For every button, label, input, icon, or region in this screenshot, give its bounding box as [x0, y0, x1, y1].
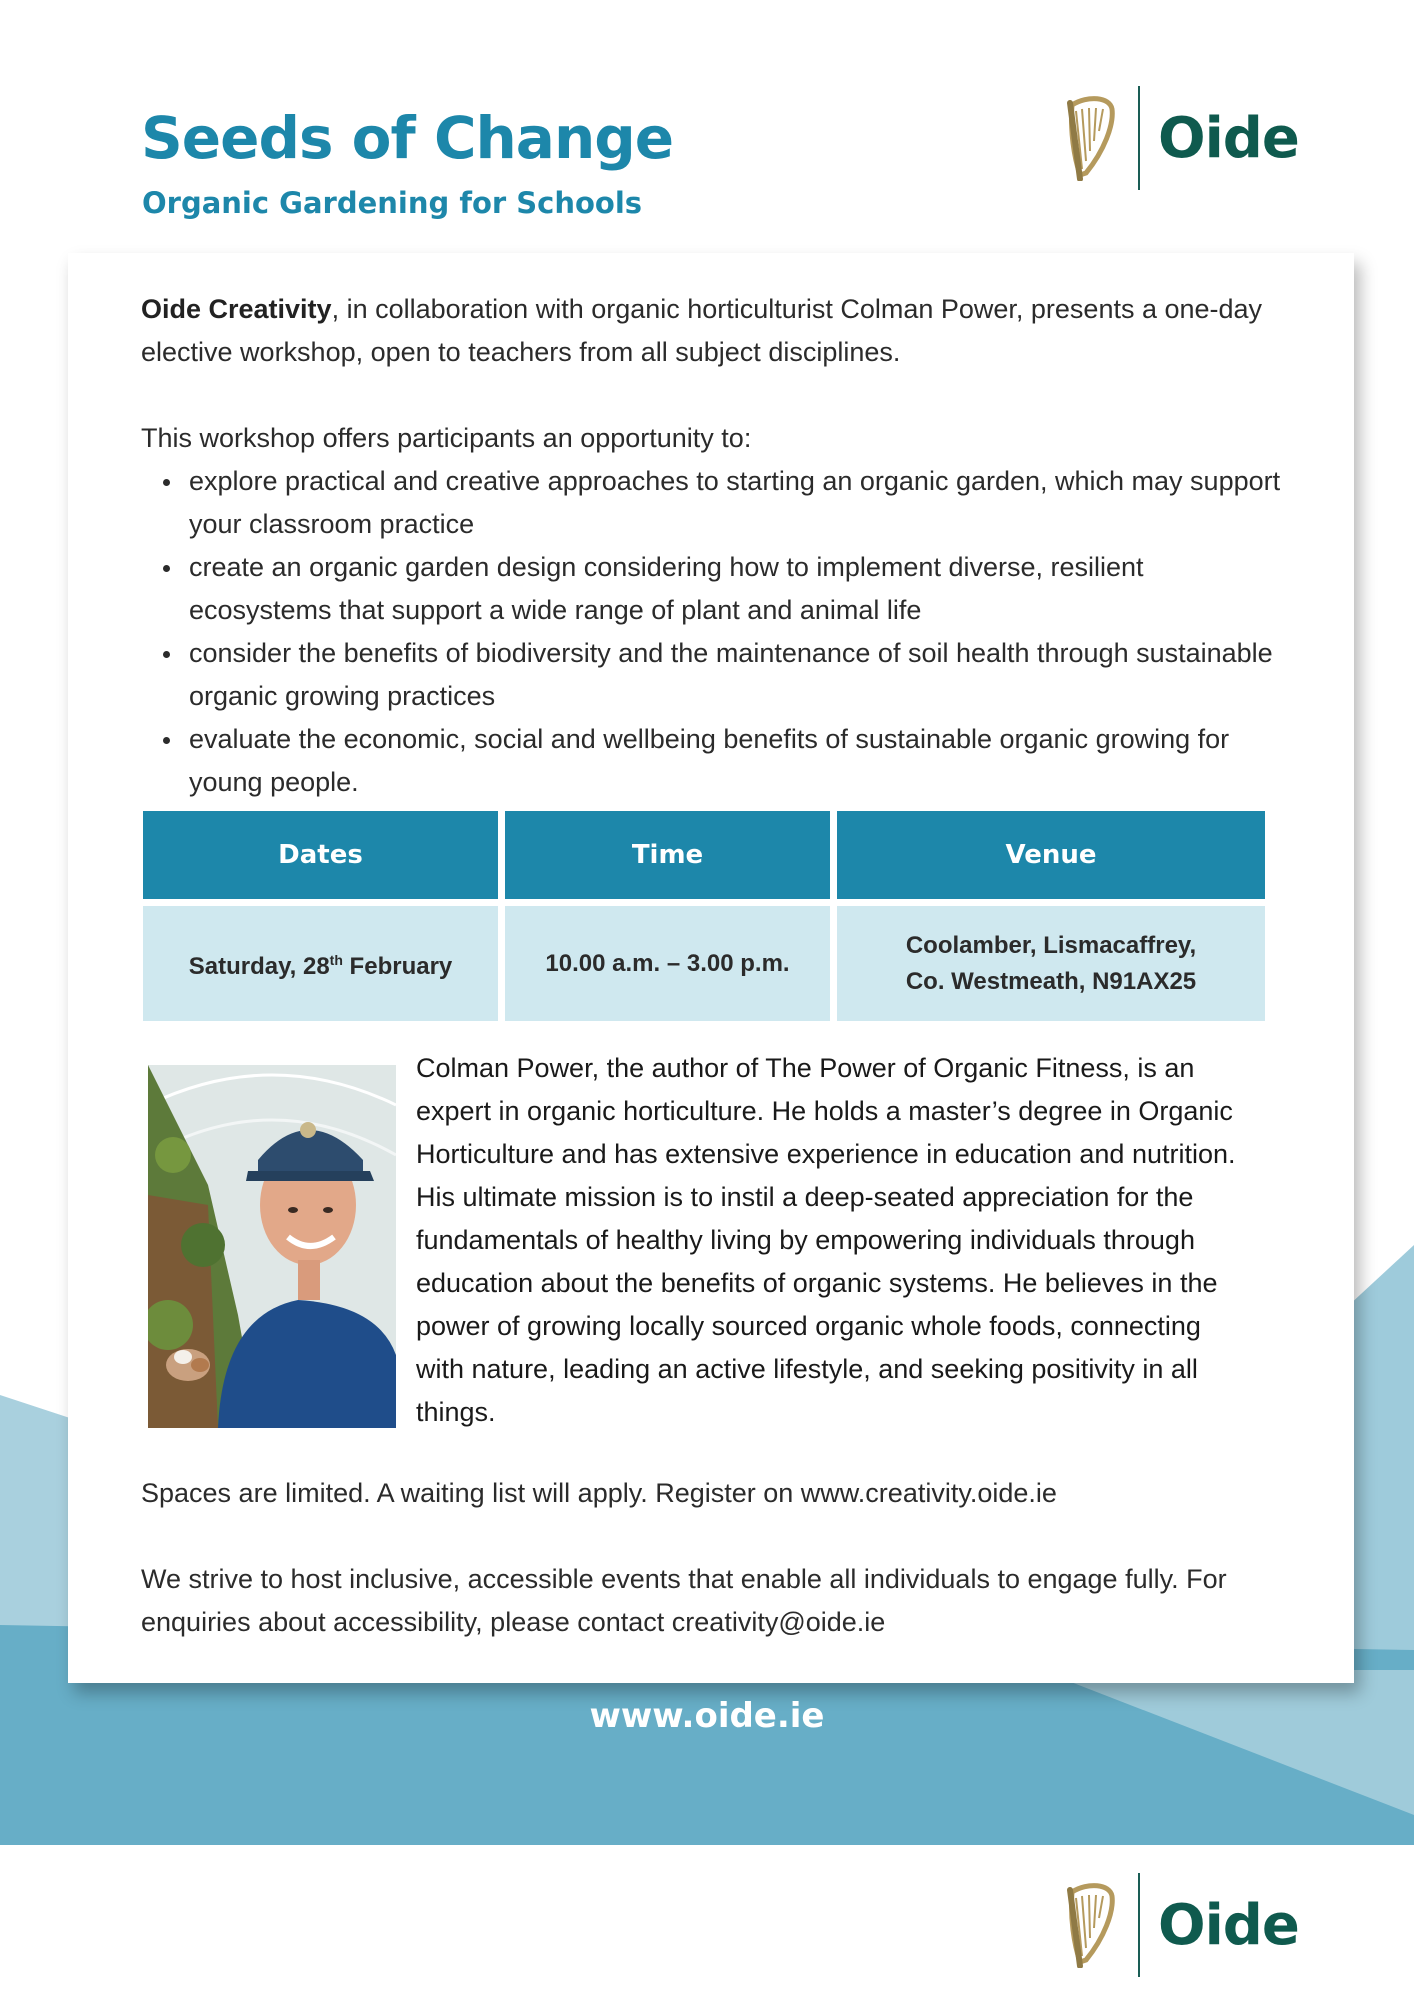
- logo-text: Oide: [1158, 1892, 1299, 1958]
- page-subtitle: Organic Gardening for Schools: [142, 186, 643, 220]
- page-title: Seeds of Change: [141, 104, 674, 172]
- intro-lead: Oide Creativity: [141, 294, 332, 324]
- benefits-list: [141, 460, 1281, 804]
- cell-time: 10.00 a.m. – 3.00 p.m.: [505, 906, 830, 1021]
- list-item: evaluate the economic, social and wellbeing benefits of sustainable organic growing for young people.: [141, 718, 1281, 804]
- list-item: explore practical and creative approaches to starting an organic garden, which may support your classroom practice: [141, 460, 1281, 546]
- logo-text: Oide: [1158, 105, 1299, 171]
- oide-logo: [1062, 86, 1299, 190]
- cell-date: Saturday, 28th February: [143, 906, 498, 1021]
- intro-paragraph: [141, 288, 1281, 374]
- logo-divider: [1138, 86, 1140, 190]
- header-time: Time: [505, 811, 830, 899]
- content-card: [68, 253, 1354, 1683]
- bullet-icon: [163, 737, 170, 744]
- presenter-photo: [148, 1065, 396, 1428]
- logo-divider: [1138, 1873, 1140, 1977]
- harp-icon: [1062, 95, 1118, 181]
- card-body: [141, 288, 1281, 804]
- presenter-photo-illustration: [148, 1065, 396, 1428]
- accessibility-note: We strive to host inclusive, accessible events that enable all individuals to engage fully. For enquiries about accessibility, please contact creativity@oide.ie: [141, 1564, 1227, 1637]
- header-venue: Venue: [837, 811, 1265, 899]
- header-dates: Dates: [143, 811, 498, 899]
- harp-icon: [1062, 1882, 1118, 1968]
- list-item: create an organic garden design considering how to implement diverse, resilient ecosystems that support a wide range of plant and animal life: [141, 546, 1281, 632]
- list-item: consider the benefits of biodiversity and the maintenance of soil health through sustainable organic growing practices: [141, 632, 1281, 718]
- bullet-icon: [163, 651, 170, 658]
- offers-heading: This workshop offers participants an opportunity to:: [141, 423, 752, 453]
- bullet-icon: [163, 565, 170, 572]
- website-link[interactable]: www.oide.ie: [589, 1696, 825, 1736]
- cell-venue: Coolamber, Lismacaffrey, Co. Westmeath, N91AX25: [837, 906, 1265, 1021]
- bullet-icon: [163, 479, 170, 486]
- intro-text: , in collaboration with organic horticulturist Colman Power, presents a one-day elective workshop, open to teachers from all subject disciplines.: [141, 294, 1263, 367]
- oide-logo-footer: [1062, 1873, 1299, 1977]
- event-details-table: [143, 811, 1265, 1021]
- register-note: Spaces are limited. A waiting list will apply. Register on www.creativity.oide.ie: [141, 1478, 1057, 1508]
- presenter-bio: Colman Power, the author of The Power of Organic Fitness, is an expert in organic horticulture. He holds a master’s degree in Organic Horticulture and has extensive experience in education and nutrition. His ultimate mission is to instil a deep-seated appreciation for the fundamentals of healthy living by empowering individuals through education about the benefits of organic systems. He believes in the power of growing locally sourced organic whole foods, connecting with nature, leading an active lifestyle, and seeking positivity in all things.: [416, 1053, 1236, 1427]
- closing-section: [141, 1472, 1301, 1644]
